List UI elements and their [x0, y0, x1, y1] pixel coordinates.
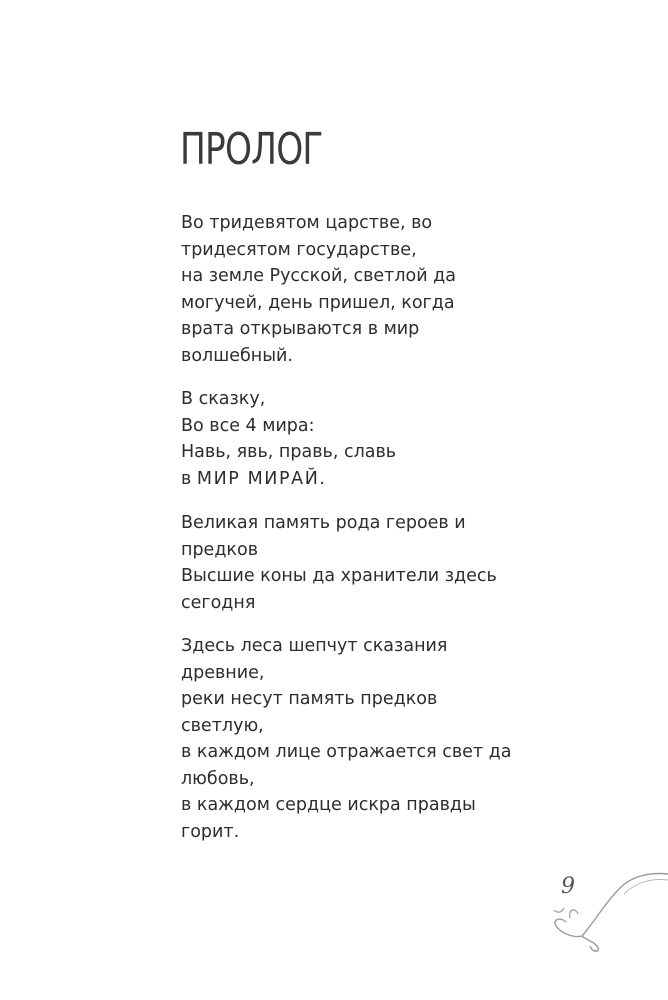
verse-line: Великая память рода героев и — [181, 513, 466, 533]
verse-line: древние, — [181, 662, 265, 683]
verse-line: Во тридевятом царстве, во — [181, 213, 433, 233]
verse-line: в каждом сердце искра правды — [181, 795, 476, 815]
stanza-4 — [181, 633, 512, 845]
verse-line: на земле Русской, светлой да — [181, 266, 456, 286]
verse-line: Высшие коны да хранители здесь — [181, 566, 497, 586]
verse-line-mir-miray — [181, 466, 481, 493]
verse-line: волшебный. — [181, 345, 293, 366]
stanza-3 — [181, 510, 497, 616]
verse-line: Здесь леса шепчут сказания — [181, 636, 448, 656]
verse-line: могучей, день пришел, когда — [181, 292, 455, 313]
verse-line: горит. — [181, 821, 240, 842]
stanza-1 — [181, 210, 481, 369]
verse-line: любовь, — [181, 768, 255, 789]
verse-line: тридесятом государстве, — [181, 239, 417, 260]
verse-line: Во все 4 мира: — [181, 415, 315, 436]
flourish-swirl-icon — [540, 868, 668, 952]
verse-line: предков — [181, 539, 259, 560]
page-title: ПРОЛОГ — [180, 124, 323, 175]
verse-line: в каждом лице отражается свет да — [181, 742, 512, 762]
stanza-2 — [181, 386, 481, 492]
verse-prefix: в — [181, 468, 192, 489]
verse-line: врата открываются в мир — [181, 319, 420, 339]
world-name: МИР МИРАЙ. — [196, 468, 327, 489]
page-number: 9 — [561, 874, 575, 899]
verse-line: Навь, явь, правь, славь — [181, 442, 397, 462]
verse-line: В сказку, — [181, 389, 266, 409]
verse-line: сегодня — [181, 592, 256, 613]
verse-line: светлую, — [181, 715, 264, 736]
verse-line: реки несут память предков — [181, 689, 438, 709]
